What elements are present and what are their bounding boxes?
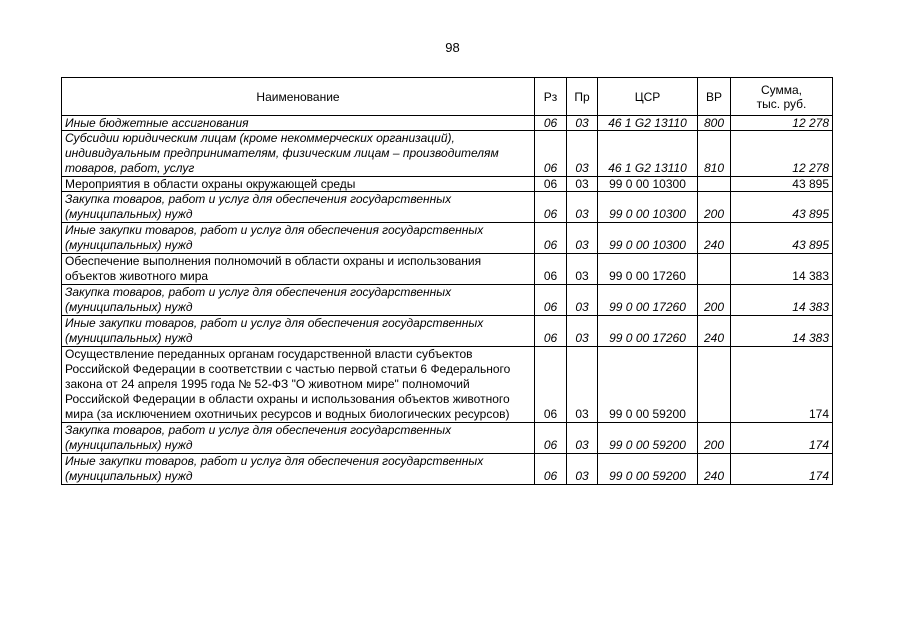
row-pr: 03 xyxy=(567,254,598,285)
budget-table xyxy=(61,77,833,485)
table-header-row xyxy=(62,78,833,116)
row-pr: 03 xyxy=(567,347,598,423)
row-sum: 174 xyxy=(731,347,833,423)
row-sum: 43 895 xyxy=(731,177,833,192)
row-csr: 99 0 00 10300 xyxy=(598,192,698,223)
row-vr: 200 xyxy=(698,423,731,454)
table-row xyxy=(62,454,833,485)
row-vr xyxy=(698,347,731,423)
row-rz: 06 xyxy=(535,454,567,485)
row-sum: 174 xyxy=(731,454,833,485)
table-row xyxy=(62,192,833,223)
row-name: Закупка товаров, работ и услуг для обеспечения государственных (муниципальных) нужд xyxy=(62,423,535,454)
row-csr: 99 0 00 17260 xyxy=(598,254,698,285)
row-sum: 14 383 xyxy=(731,254,833,285)
row-vr: 240 xyxy=(698,454,731,485)
header-csr: ЦСР xyxy=(598,78,698,116)
row-rz: 06 xyxy=(535,285,567,316)
row-sum: 14 383 xyxy=(731,316,833,347)
row-pr: 03 xyxy=(567,192,598,223)
row-csr: 99 0 00 59200 xyxy=(598,423,698,454)
row-sum: 43 895 xyxy=(731,223,833,254)
row-csr: 99 0 00 59200 xyxy=(598,347,698,423)
row-csr: 99 0 00 17260 xyxy=(598,316,698,347)
row-vr: 240 xyxy=(698,223,731,254)
row-csr: 99 0 00 10300 xyxy=(598,177,698,192)
row-pr: 03 xyxy=(567,116,598,131)
row-rz: 06 xyxy=(535,192,567,223)
row-name: Субсидии юридическим лицам (кроме некоммерческих организаций), индивидуальным предпринимателям, физическим лицам – производителям товаров, работ, услуг xyxy=(62,131,535,177)
row-sum: 43 895 xyxy=(731,192,833,223)
header-name: Наименование xyxy=(62,78,535,116)
row-rz: 06 xyxy=(535,177,567,192)
row-vr: 240 xyxy=(698,316,731,347)
header-vr: ВР xyxy=(698,78,731,116)
page-number: 98 xyxy=(445,40,460,55)
table-row xyxy=(62,254,833,285)
row-pr: 03 xyxy=(567,454,598,485)
table-row xyxy=(62,223,833,254)
row-sum: 174 xyxy=(731,423,833,454)
row-rz: 06 xyxy=(535,347,567,423)
header-rz: Рз xyxy=(535,78,567,116)
row-sum: 12 278 xyxy=(731,131,833,177)
table-row xyxy=(62,285,833,316)
table-row xyxy=(62,316,833,347)
row-pr: 03 xyxy=(567,285,598,316)
row-sum: 14 383 xyxy=(731,285,833,316)
row-csr: 46 1 G2 13110 xyxy=(598,131,698,177)
row-rz: 06 xyxy=(535,316,567,347)
row-vr: 800 xyxy=(698,116,731,131)
row-name: Иные бюджетные ассигнования xyxy=(62,116,535,131)
row-name: Осуществление переданных органам государственной власти субъектов Российской Федерации в соответствии с частью первой статьи 6 Федерального закона от 24 апреля 1995 года № 52-ФЗ "О животном мире" полномочий Российской Федерации в области охраны и использования объектов животного мира (за исключением охотничьих ресурсов и водных биологических ресурсов) xyxy=(62,347,535,423)
row-pr: 03 xyxy=(567,131,598,177)
row-vr xyxy=(698,177,731,192)
row-rz: 06 xyxy=(535,423,567,454)
header-sum-line2: тыс. руб. xyxy=(756,96,807,111)
row-name: Иные закупки товаров, работ и услуг для обеспечения государственных (муниципальных) нужд xyxy=(62,223,535,254)
row-name: Иные закупки товаров, работ и услуг для обеспечения государственных (муниципальных) нужд xyxy=(62,316,535,347)
row-csr: 46 1 G2 13110 xyxy=(598,116,698,131)
row-rz: 06 xyxy=(535,254,567,285)
table-row xyxy=(62,423,833,454)
row-name: Мероприятия в области охраны окружающей среды xyxy=(62,177,535,192)
row-vr xyxy=(698,254,731,285)
row-pr: 03 xyxy=(567,177,598,192)
row-rz: 06 xyxy=(535,223,567,254)
row-csr: 99 0 00 10300 xyxy=(598,223,698,254)
row-name: Закупка товаров, работ и услуг для обеспечения государственных (муниципальных) нужд xyxy=(62,285,535,316)
table-row xyxy=(62,131,833,177)
row-name: Обеспечение выполнения полномочий в области охраны и использования объектов животного мира xyxy=(62,254,535,285)
row-pr: 03 xyxy=(567,423,598,454)
table-row xyxy=(62,116,833,131)
row-vr: 810 xyxy=(698,131,731,177)
table-row xyxy=(62,347,833,423)
row-vr: 200 xyxy=(698,285,731,316)
row-name: Закупка товаров, работ и услуг для обеспечения государственных (муниципальных) нужд xyxy=(62,192,535,223)
row-pr: 03 xyxy=(567,223,598,254)
row-name: Иные закупки товаров, работ и услуг для обеспечения государственных (муниципальных) нужд xyxy=(62,454,535,485)
row-csr: 99 0 00 59200 xyxy=(598,454,698,485)
table-row xyxy=(62,177,833,192)
header-sum-line1: Сумма, xyxy=(760,82,803,97)
row-sum: 12 278 xyxy=(731,116,833,131)
row-rz: 06 xyxy=(535,131,567,177)
row-rz: 06 xyxy=(535,116,567,131)
row-pr: 03 xyxy=(567,316,598,347)
row-vr: 200 xyxy=(698,192,731,223)
header-sum xyxy=(731,78,833,116)
header-pr: Пр xyxy=(567,78,598,116)
row-csr: 99 0 00 17260 xyxy=(598,285,698,316)
